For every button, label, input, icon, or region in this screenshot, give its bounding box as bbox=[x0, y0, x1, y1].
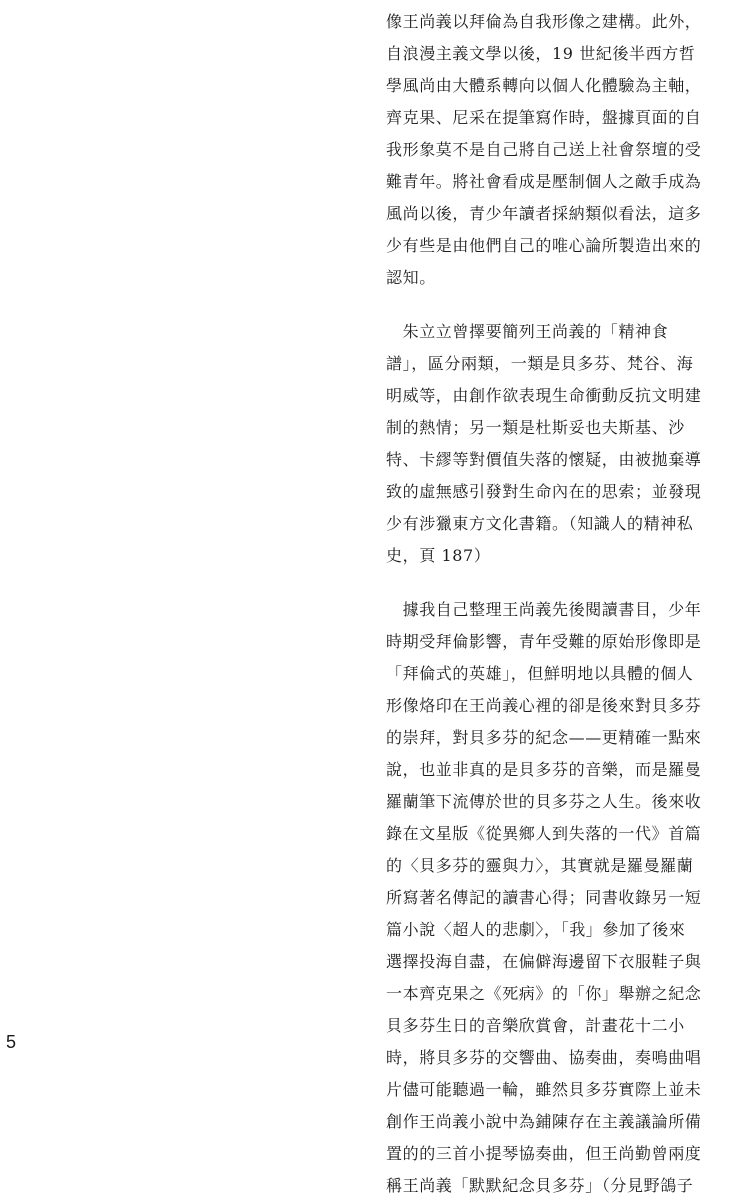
page-number: 5 bbox=[6, 1032, 17, 1052]
text-line: 形像烙印在王尚義心裡的卻是後來對貝多芬 bbox=[386, 696, 702, 715]
text-line: 自浪漫主義文學以後，19 世紀後半西方哲 bbox=[386, 44, 696, 63]
text-line: 齊克果、尼采在提筆寫作時，盤據頁面的自 bbox=[386, 108, 702, 127]
text-line: 的〈貝多芬的靈與力〉，其實就是羅曼羅蘭 bbox=[386, 856, 694, 875]
body-text-column bbox=[386, 6, 732, 1202]
text-line: 片儘可能聽過一輪，雖然貝多芬實際上並未 bbox=[386, 1080, 702, 1099]
text-line: 時期受拜倫影響，青年受難的原始形像即是 bbox=[386, 632, 702, 651]
text-line: 朱立立曾擇要簡列王尚義的「精神食 bbox=[386, 322, 669, 341]
text-line: 錄在文星版《從異鄉人到失落的一代》首篇 bbox=[386, 824, 702, 843]
paragraph-2 bbox=[386, 316, 732, 572]
text-line: 說，也並非真的是貝多芬的音樂，而是羅曼 bbox=[386, 760, 702, 779]
text-line: 明威等，由創作欲表現生命衝動反抗文明建 bbox=[386, 386, 702, 405]
text-line: 選擇投海自盡，在偏僻海邊留下衣服鞋子與 bbox=[386, 952, 702, 971]
text-line: 認知。 bbox=[386, 268, 436, 287]
text-line: 像王尚義以拜倫為自我形像之建構。此外， bbox=[386, 12, 702, 31]
paragraph-1 bbox=[386, 6, 732, 294]
text-line: 譜」，區分兩類，一類是貝多芬、梵谷、海 bbox=[386, 354, 694, 373]
text-line: 風尚以後，青少年讀者採納類似看法，這多 bbox=[386, 204, 702, 223]
text-line: 制的熱情；另一類是杜斯妥也夫斯基、沙 bbox=[386, 418, 685, 437]
text-line: 我形象莫不是自己將自己送上社會祭壇的受 bbox=[386, 140, 702, 159]
text-line: 所寫著名傳記的讀書心得；同書收錄另一短 bbox=[386, 888, 702, 907]
text-line: 置的的三首小提琴協奏曲，但王尚勤曾兩度 bbox=[386, 1144, 702, 1163]
text-line: 學風尚由大體系轉向以個人化體驗為主軸， bbox=[386, 76, 702, 95]
text-line: 史，頁 187） bbox=[386, 546, 491, 565]
text-line: 一本齊克果之《死病》的「你」舉辦之紀念 bbox=[386, 984, 702, 1003]
text-line: 的崇拜，對貝多芬的紀念——更精確一點來 bbox=[386, 728, 702, 747]
text-line: 致的虛無感引發對生命內在的思索；並發現 bbox=[386, 482, 702, 501]
text-line: 難青年。將社會看成是壓制個人之敵手成為 bbox=[386, 172, 702, 191]
text-line: 創作王尚義小說中為鋪陳存在主義議論所備 bbox=[386, 1112, 702, 1131]
text-line: 篇小說〈超人的悲劇〉，「我」參加了後來 bbox=[386, 920, 686, 939]
text-line: 貝多芬生日的音樂欣賞會，計畫花十二小 bbox=[386, 1016, 685, 1035]
text-line: 羅蘭筆下流傳於世的貝多芬之人生。後來收 bbox=[386, 792, 702, 811]
paragraph-3 bbox=[386, 594, 732, 1202]
text-line: 特、卡繆等對價值失落的懷疑，由被拋棄導 bbox=[386, 450, 702, 469]
text-line: 稱王尚義「默默紀念貝多芬」（分見野鴿子 bbox=[386, 1176, 694, 1195]
text-line: 時，將貝多芬的交響曲、協奏曲，奏鳴曲唱 bbox=[386, 1048, 702, 1067]
text-line: 少有些是由他們自己的唯心論所製造出來的 bbox=[386, 236, 702, 255]
text-line: 「拜倫式的英雄」，但鮮明地以具體的個人 bbox=[386, 664, 694, 683]
text-line: 少有涉獵東方文化書籍。（知識人的精神私 bbox=[386, 514, 694, 533]
text-line: 據我自己整理王尚義先後閱讀書目，少年 bbox=[386, 600, 702, 619]
